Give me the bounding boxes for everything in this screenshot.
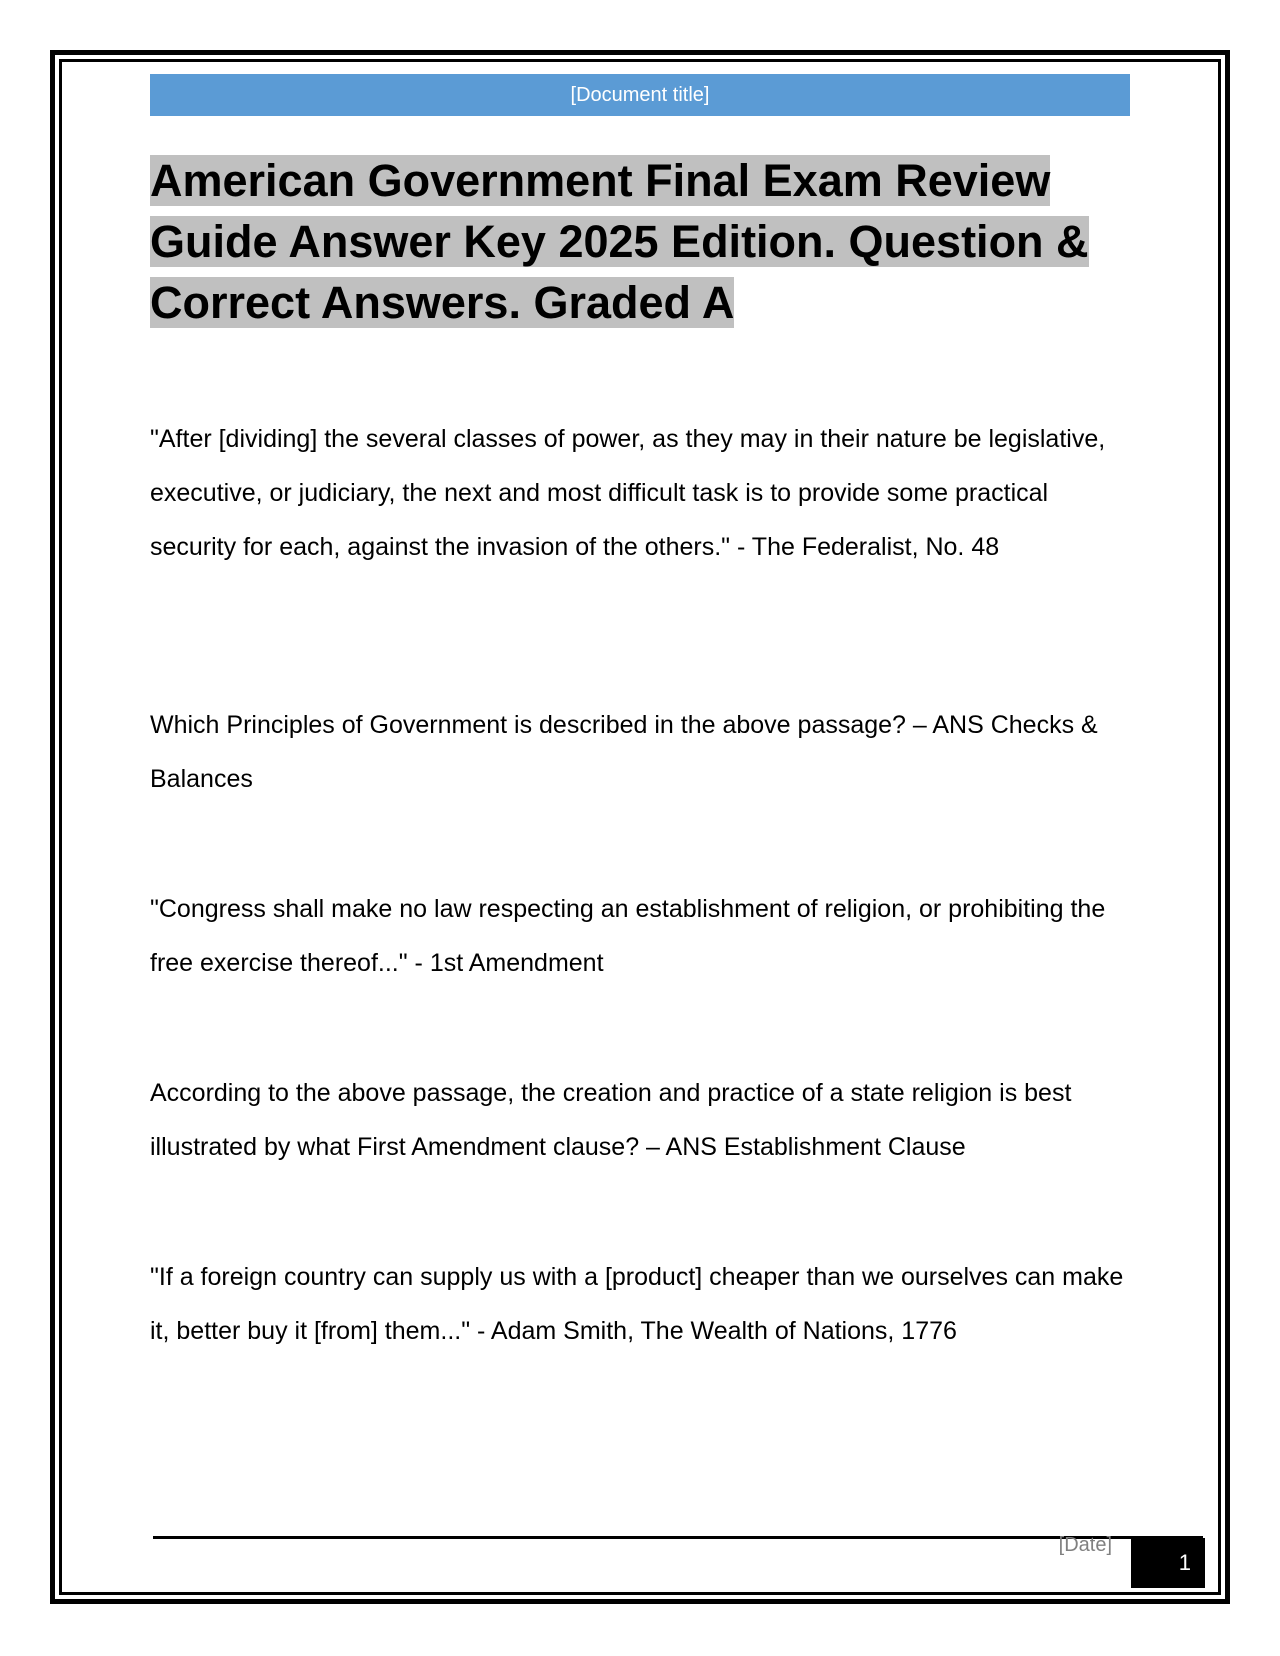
quote-adam-smith: "If a foreign country can supply us with a [product] cheaper than we ourselves can make it, better buy it [from] them..." - Adam Smith, The Wealth of Nations, 1776: [150, 1263, 1124, 1345]
page-title: [150, 150, 1110, 333]
footer-date: [Date]: [1058, 1534, 1112, 1556]
page-number-text: 1: [1178, 1550, 1191, 1575]
page-number: [1131, 1538, 1205, 1588]
question-checks-balances: Which Principles of Government is described in the above passage? – ANS Checks & Balances: [150, 711, 1098, 793]
quote-federalist: "After [dividing] the several classes of power, as they may in their nature be legislative, executive, or judiciary, the next and most difficult task is to provide some practical security for each, against the invasion of the others." - The Federalist, No. 48: [150, 425, 1106, 561]
header-document-title: [150, 74, 1130, 116]
question-establishment-clause: According to the above passage, the creation and practice of a state religion is best illustrated by what First Amendment clause? – ANS Establishment Clause: [150, 1079, 1072, 1161]
document-title-placeholder: [Document title]: [570, 83, 710, 106]
page-title-text: American Government Final Exam Review Guide Answer Key 2025 Edition. Question & Correct Answers. Graded A: [150, 155, 1089, 328]
quote-first-amendment: "Congress shall make no law respecting an establishment of religion, or prohibiting the free exercise thereof..." - 1st Amendment: [150, 895, 1106, 977]
